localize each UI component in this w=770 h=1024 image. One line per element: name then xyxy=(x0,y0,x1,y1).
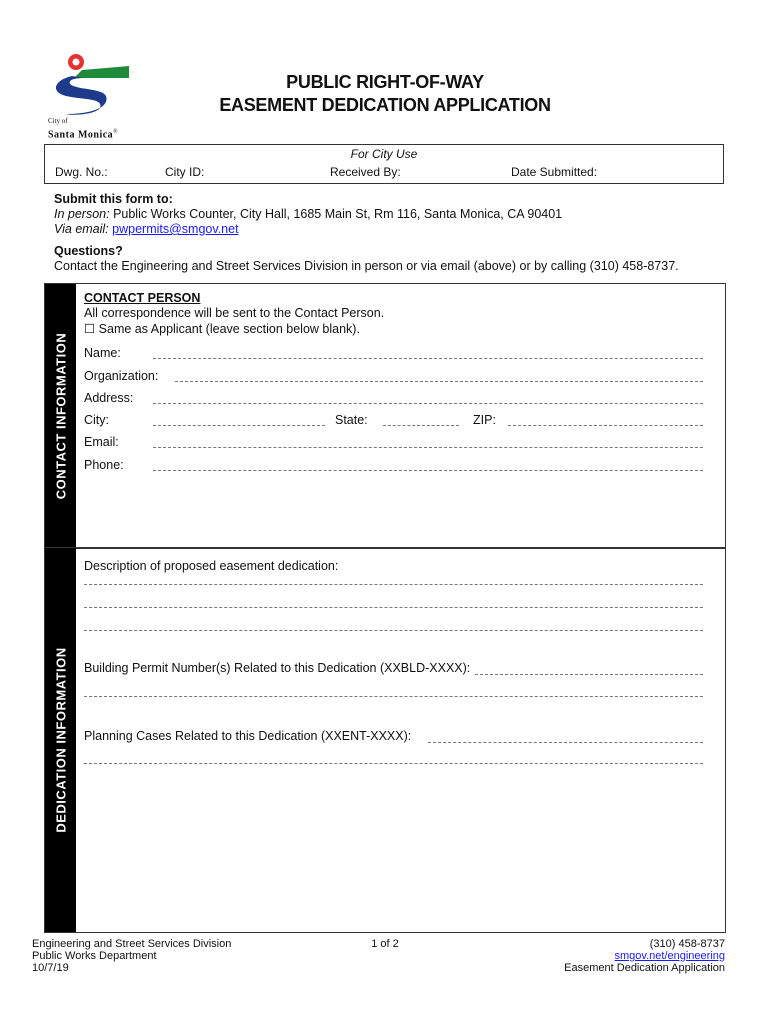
city-id-label: City ID: xyxy=(165,165,205,179)
contact-note: All correspondence will be sent to the Contact Person. xyxy=(84,306,385,320)
address-field[interactable] xyxy=(153,403,703,404)
email-label: Email: xyxy=(84,435,119,449)
planning-cases-line-2[interactable] xyxy=(84,763,703,764)
logo-registered-mark: ® xyxy=(113,129,118,135)
dedication-section xyxy=(44,547,726,933)
received-by-label: Received By: xyxy=(330,165,401,179)
planning-cases-label: Planning Cases Related to this Dedication (XXENT-XXXX): xyxy=(84,729,412,743)
footer-url-link[interactable]: smgov.net/engineering xyxy=(614,950,725,962)
city-field[interactable] xyxy=(153,425,325,426)
phone-field[interactable] xyxy=(153,470,703,471)
footer-date: 10/7/19 xyxy=(32,962,69,974)
questions-block xyxy=(54,244,744,274)
in-person-address: Public Works Counter, City Hall, 1685 Main St, Rm 116, Santa Monica, CA 90401 xyxy=(109,207,563,221)
footer-phone: (310) 458-8737 xyxy=(649,938,725,950)
footer-left xyxy=(32,938,231,974)
description-label: Description of proposed easement dedication: xyxy=(84,559,339,573)
footer-division: Engineering and Street Services Division xyxy=(32,938,232,950)
state-label: State: xyxy=(335,413,368,427)
in-person-label: In person: xyxy=(54,207,110,221)
building-permit-field[interactable] xyxy=(475,674,703,675)
page-number: 1 of 2 xyxy=(371,938,399,950)
organization-label: Organization: xyxy=(84,369,159,383)
dwg-no-label: Dwg. No.: xyxy=(55,165,108,179)
page-title-line1: PUBLIC RIGHT-OF-WAY xyxy=(286,72,484,92)
phone-label: Phone: xyxy=(84,458,124,472)
zip-label: ZIP: xyxy=(473,413,496,427)
address-label: Address: xyxy=(84,391,134,405)
dedication-side-label: DEDICATION INFORMATION xyxy=(53,647,68,833)
footer-right xyxy=(480,938,725,974)
name-field[interactable] xyxy=(153,358,703,359)
questions-text: Contact the Engineering and Street Services Division in person or via email (above) or by calling (310) 458-8737. xyxy=(54,259,679,273)
organization-field[interactable] xyxy=(175,381,703,382)
email-field[interactable] xyxy=(153,447,703,448)
logo-text xyxy=(48,116,118,140)
via-email-label: Via email: xyxy=(54,222,109,236)
dedication-side-bar xyxy=(45,548,76,932)
description-line-1[interactable] xyxy=(84,584,703,585)
same-as-applicant-checkbox[interactable]: ☐ Same as Applicant (leave section below blank). xyxy=(84,322,360,336)
contact-side-bar xyxy=(45,284,76,548)
city-use-header: For City Use xyxy=(350,147,418,161)
description-line-3[interactable] xyxy=(84,630,703,631)
date-submitted-label: Date Submitted: xyxy=(511,165,598,179)
contact-section xyxy=(44,283,726,549)
name-label: Name: xyxy=(84,346,121,360)
logo-city-of: City of xyxy=(48,117,68,125)
description-line-2[interactable] xyxy=(84,607,703,608)
planning-cases-field[interactable] xyxy=(428,742,703,743)
footer-department: Public Works Department xyxy=(32,950,157,962)
footer-form-name: Easement Dedication Application xyxy=(564,962,725,974)
building-permit-label: Building Permit Number(s) Related to this Dedication (XXBLD-XXXX): xyxy=(84,661,471,675)
questions-heading: Questions? xyxy=(54,244,123,258)
state-field[interactable] xyxy=(383,425,459,426)
zip-field[interactable] xyxy=(508,425,703,426)
page-title-line2: EASEMENT DEDICATION APPLICATION xyxy=(219,95,551,115)
contact-side-label: CONTACT INFORMATION xyxy=(53,332,68,500)
logo-city-name: Santa Monica xyxy=(48,129,114,141)
building-permit-line-2[interactable] xyxy=(84,696,703,697)
city-use-box xyxy=(44,144,724,184)
contact-person-heading: CONTACT PERSON xyxy=(84,291,201,305)
submit-email-link[interactable]: pwpermits@smgov.net xyxy=(112,222,239,236)
city-label: City: xyxy=(84,413,109,427)
submit-block xyxy=(54,192,734,237)
submit-heading: Submit this form to: xyxy=(54,192,173,206)
